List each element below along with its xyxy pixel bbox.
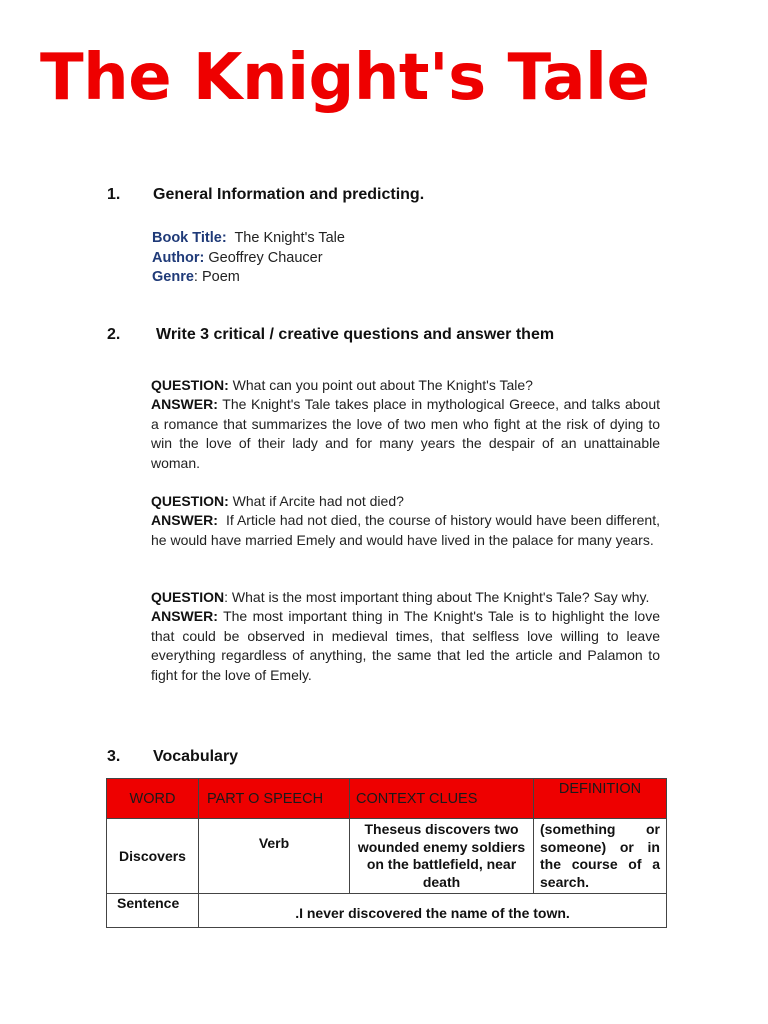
author-line [152,249,345,269]
table-row [107,819,667,894]
cell-context-clues: Theseus discovers two wounded enemy soldiers on the battlefield, near death [350,819,534,894]
table-header-row [107,779,667,819]
answer-text: If Article had not died, the course of history would have been different, he would have married Emely and would have lived in the palace for many years. [151,512,660,548]
answer-2 [151,511,660,550]
answer-label: ANSWER: [151,512,218,529]
book-title-line [152,229,345,249]
vocabulary-table [106,778,667,928]
header-part-of-speech: PART O SPEECH [199,779,350,819]
book-title-label: Book Title: [152,230,227,246]
question-label: QUESTION [151,589,225,605]
genre-value: : Poem [193,269,240,285]
answer-label: ANSWER: [151,608,218,625]
cell-definition: (something or someone) or in the course of a search. [534,819,667,894]
question-label: QUESTION: [151,493,229,509]
answer-text: The most important thing in The Knight's Tale is to highlight the love that could be observed in medieval times, that selfless love willing to leave everything regardless of anything, the same that led the article and Palamon to fight for the love of Emely. [151,608,660,683]
cell-word: Discovers [107,819,199,894]
answer-1 [151,395,660,473]
genre-line [152,268,345,288]
question-1 [151,376,660,395]
author-label: Author: [152,249,205,266]
question-text: What if Arcite had not died? [232,493,404,509]
header-definition: DEFINITION [534,779,667,819]
table-sentence-row [107,894,667,928]
author-value: Geoffrey Chaucer [208,249,323,266]
question-2 [151,492,660,511]
cell-sentence: .I never discovered the name of the town. [199,894,667,928]
answer-text: The Knight's Tale takes place in mythological Greece, and talks about a romance that summarizes the love of two men who fight at the risk of dying to win the love of their lady and for many years the despair of an unattainable woman. [151,396,660,471]
cell-sentence-label: Sentence [107,894,199,928]
header-word: WORD [107,779,199,819]
qa-pair-3 [151,588,660,685]
header-context-clues: CONTEXT CLUES [350,779,534,819]
book-title-value: The Knight's Tale [234,230,345,246]
answer-3 [151,607,660,685]
section-2-title: Write 3 critical / creative questions and answer them [156,326,555,343]
section-3-title: Vocabulary [153,748,239,765]
question-text: What can you point out about The Knight's Tale? [232,377,533,393]
question-text: : What is the most important thing about The Knight's Tale? Say why. [224,589,650,605]
question-3 [151,588,660,607]
answer-label: ANSWER: [151,396,218,413]
section-1-number: 1. [107,186,121,203]
section-1-title: General Information and predicting. [153,186,425,203]
genre-label: Genre [152,269,194,285]
question-label: QUESTION: [151,377,229,393]
section-3-number: 3. [107,748,121,765]
document-title: The Knight's Tale [40,41,650,115]
cell-part-of-speech: Verb [199,819,350,894]
qa-pair-1 [151,376,660,473]
section-2-number: 2. [107,326,121,343]
general-info-block [152,229,345,288]
qa-pair-2 [151,492,660,550]
